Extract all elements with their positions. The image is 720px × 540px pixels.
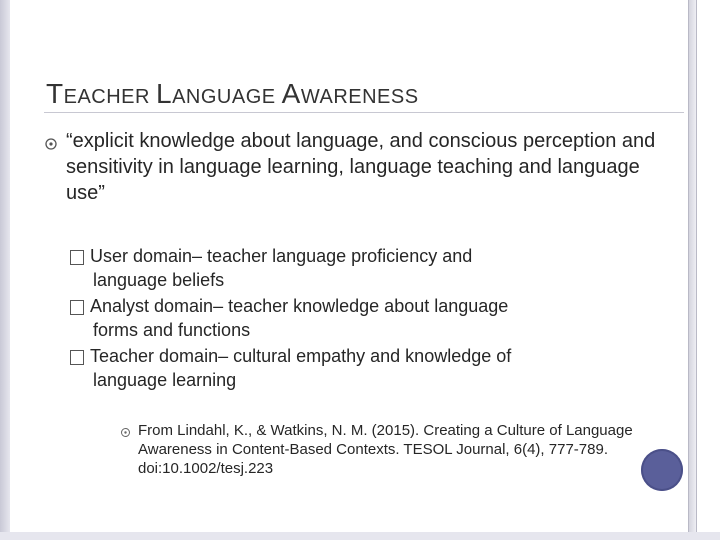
title-divider [44, 112, 684, 113]
domain-item-user: User domain– teacher language proficiency and language beliefs [70, 244, 630, 292]
circle-bullet-icon [44, 136, 60, 152]
slide-right-border [688, 0, 697, 540]
definition-quote: “explicit knowledge about language, and conscious perception and sensitivity in language learning, language teaching and language use” [66, 130, 656, 204]
citation-reference: From Lindahl, K., & Watkins, N. M. (2015). Creating a Culture of Language Awareness in Content-Based Contexts. TESOL Journal, 6(4), 777-789. doi:10.1002/tesj.223 [138, 422, 633, 477]
circle-bullet-icon [120, 427, 131, 438]
slide-bottom-border [0, 532, 720, 540]
domain-item-analyst: Analyst domain– teacher knowledge about language forms and functions [70, 294, 630, 342]
domain-item-teacher: Teacher domain– cultural empathy and knowledge of language learning [70, 344, 630, 392]
checkbox-bullet-icon [70, 250, 84, 265]
checkbox-bullet-icon [70, 350, 84, 365]
checkbox-bullet-icon [70, 300, 84, 315]
slide-left-border [0, 0, 10, 540]
decorative-circle [641, 449, 683, 491]
slide-title: TEACHER LANGUAGE AWARENESS [46, 78, 419, 109]
